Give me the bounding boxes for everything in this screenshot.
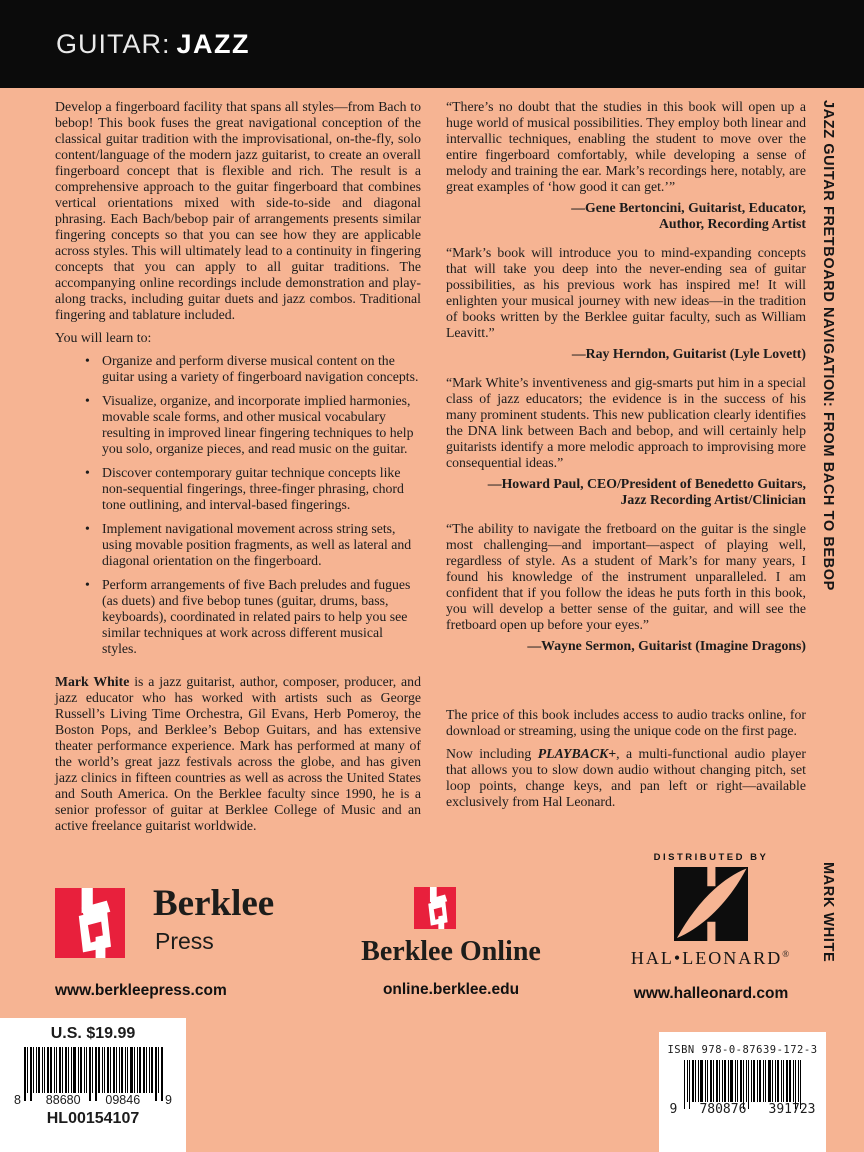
list-item: • Perform arrangements of five Bach preludes and fugues (as duets) and five bebop tunes (guitar, drums, bass, keyboards), coordinated in related pairs to help you see similar techniques at work across different musical styles. xyxy=(102,577,421,657)
testimonial-quote xyxy=(446,245,806,362)
playback-suffix: , a multi-functional audio player that allows you to slow down audio without changing pitch, set loop points, change keys, and pan left or right—available exclusively from Hal Leonard. xyxy=(446,746,807,809)
catalog-number: HL00154107 xyxy=(46,1110,140,1127)
upc-digit-group: 09846 xyxy=(105,1093,141,1107)
playback-note xyxy=(446,746,806,810)
list-item: • Discover contemporary guitar technique concepts like non-sequential fingerings, three-finger phrasing, chord tone outlining, and interval-based fingerings. xyxy=(102,465,421,513)
author-bio-text: is a jazz guitarist, author, composer, producer, and jazz educator who has worked with artists such as George Russell’s Living Time Orchestra, Gil Evans, Herb Pomeroy, the Boston Pops, and Berklee’s Bebop Guitars, and has extensive theater performance experience. Mark has performed at many of the world’s great jazz festivals across the globe, and has given jazz clinics in fifteen countries as well as across the United States and South America. On the Berklee faculty since 1990, he is a senior professor of guitar at Berklee College of Music and an active freelance guitarist worldwide. xyxy=(55,674,421,833)
hal-leonard-wordmark xyxy=(625,948,797,969)
attribution-line: Author, Recording Artist xyxy=(658,216,806,231)
quote-text: “The ability to navigate the fretboard on the guitar is the single most challenging—and important—aspect of playing well, regardless of style. As a student of Mark’s for many years, I found his knowledge of the instrument unparalleled. I am confident that if you follow the ideas he puts forth in this book, you will develop a better sense of the guitar, and will see the fretboard open up before your eyes.” xyxy=(446,521,806,632)
testimonial-quote xyxy=(446,521,806,654)
price-note: The price of this book includes access to audio tracks online, for download or streaming, using the unique code on the first page. xyxy=(446,707,806,738)
list-item: • Organize and perform diverse musical content on the guitar using a variety of fingerboard navigation concepts. xyxy=(102,353,421,385)
learn-heading: You will learn to: xyxy=(55,330,152,345)
category-label xyxy=(56,29,250,60)
upc-barcode xyxy=(24,1047,163,1093)
berklee-online-url: online.berklee.edu xyxy=(382,981,520,998)
quote-attribution xyxy=(446,346,806,362)
quote-text: “There’s no doubt that the studies in this book will open up a huge world of musical possibilities. They employ both linear and intervallic techniques, enabling the student to move over the entire fingerboard comfortably, while developing a sense of melody and training the ear. Mark’s recordings here, notably, are great examples of ‘how good it can get.’” xyxy=(446,99,806,194)
genre-text: JAZZ xyxy=(176,29,250,59)
berklee-press-logo-icon xyxy=(55,886,125,960)
playback-product: PLAYBACK+ xyxy=(537,746,617,761)
testimonial-quote xyxy=(446,99,806,232)
attribution-line: —Wayne Sermon, Guitarist (Imagine Dragons) xyxy=(527,638,806,653)
isbn-label: ISBN 978-0-87639-172-3 xyxy=(667,1044,818,1056)
price-label: U.S. $19.99 xyxy=(50,1025,136,1042)
learn-list xyxy=(55,353,421,657)
registered-mark: ® xyxy=(782,949,792,959)
testimonial-quote xyxy=(446,375,806,508)
list-item: • Visualize, organize, and incorporate implied harmonies, movable scale forms, and other musical vocabulary resulting in improved linear fingering techniques to help you solo, organize pieces, and read music on the guitar. xyxy=(102,393,421,457)
isbn-digit-group: 780876 xyxy=(699,1102,747,1117)
spine-author: MARK WHITE xyxy=(820,862,836,963)
quote-text: “Mark White’s inventiveness and gig-smarts put him in a special class of jazz educators; the evidence is in the success of his many prominent students. This new publication clearly identifies the DNA link between Bach and bebop, and will certainly help guitarists identify a more melodic approach to improvising more consequential ideas.” xyxy=(446,375,806,470)
berklee-press-sub: Press xyxy=(155,928,214,954)
quote-text: “Mark’s book will introduce you to mind-expanding concepts that will take you deep into the never-ending sea of guitar possibilities, as his previous work has inspired me! It will enlighten your musical journey with new ideas—in the tradition of books written by the Berklee guitar faculty, such as William Leavitt.” xyxy=(446,245,806,340)
list-item: • Implement navigational movement across string sets, using movable position fragments, as well as lateral and diagonal orientation on the fingerboard. xyxy=(102,521,421,569)
upc-digit-group: 88680 xyxy=(45,1093,81,1107)
hal-leonard-block xyxy=(625,852,797,1003)
berklee-press-url: www.berkleepress.com xyxy=(55,982,227,999)
isbn-barcode-box xyxy=(659,1032,826,1152)
spine-title: JAZZ GUITAR FRETBOARD NAVIGATION: FROM BACH TO BEBOP xyxy=(820,100,836,591)
category-text: GUITAR: xyxy=(56,29,171,59)
attribution-line: Jazz Recording Artist/Clinician xyxy=(620,492,806,507)
hal-leonard-url: www.halleonard.com xyxy=(633,985,789,1002)
hal-leonard-logo-icon xyxy=(673,867,749,941)
intro-paragraph: Develop a fingerboard facility that spans all styles—from Bach to bebop! This book fuses the great navigational conception of the classical guitar tradition with the improvisational, on-the-fly, solo content/language of the modern jazz guitarist, to create an overall fingerboard concept that is flexible and rich. The result is a comprehensive approach to the guitar fingerboard that combines vertical orientations mixed with side-to-side and diagonal phrasing. Each Bach/bebop pair of arrangements presents similar fingering concepts so that you can see how they are applicable across styles. This will ultimately lead to a continuity in fingering concepts that you can apply to all guitar traditions. The accompanying online recordings include demonstration and play-along tracks, including guitar duets and jazz combos. Traditional fingering and tablature included. xyxy=(55,99,421,322)
berklee-online-logo-icon xyxy=(414,886,456,930)
price-barcode-box xyxy=(0,1018,186,1152)
berklee-online-wordmark: Berklee Online xyxy=(361,936,541,967)
quote-attribution xyxy=(446,638,806,654)
attribution-line: —Ray Herndon, Guitarist (Lyle Lovett) xyxy=(571,346,806,361)
hal-leonard-name: HAL•LEONARD xyxy=(630,948,783,968)
upc-digit-group: 9 xyxy=(165,1093,172,1107)
distributed-by-label: DISTRIBUTED BY xyxy=(653,852,769,863)
right-column xyxy=(446,99,806,810)
quote-attribution xyxy=(446,200,806,232)
upc-digit-group: 8 xyxy=(14,1093,21,1107)
isbn-barcode xyxy=(684,1060,801,1102)
isbn-digit-group: 391723 xyxy=(768,1102,816,1117)
author-name: Mark White xyxy=(55,674,130,689)
left-column xyxy=(55,99,421,834)
author-bio xyxy=(55,674,421,834)
quote-attribution xyxy=(446,476,806,508)
category-bar xyxy=(0,0,864,88)
isbn-digits xyxy=(668,1102,818,1117)
upc-digits xyxy=(12,1093,174,1107)
attribution-line: —Gene Bertoncini, Guitarist, Educator, xyxy=(571,200,806,215)
isbn-digit-group: 9 xyxy=(669,1102,678,1117)
berklee-press-wordmark: Berklee xyxy=(153,883,275,924)
attribution-line: —Howard Paul, CEO/President of Benedetto Guitars, xyxy=(487,476,806,491)
playback-prefix: Now including xyxy=(446,746,538,761)
